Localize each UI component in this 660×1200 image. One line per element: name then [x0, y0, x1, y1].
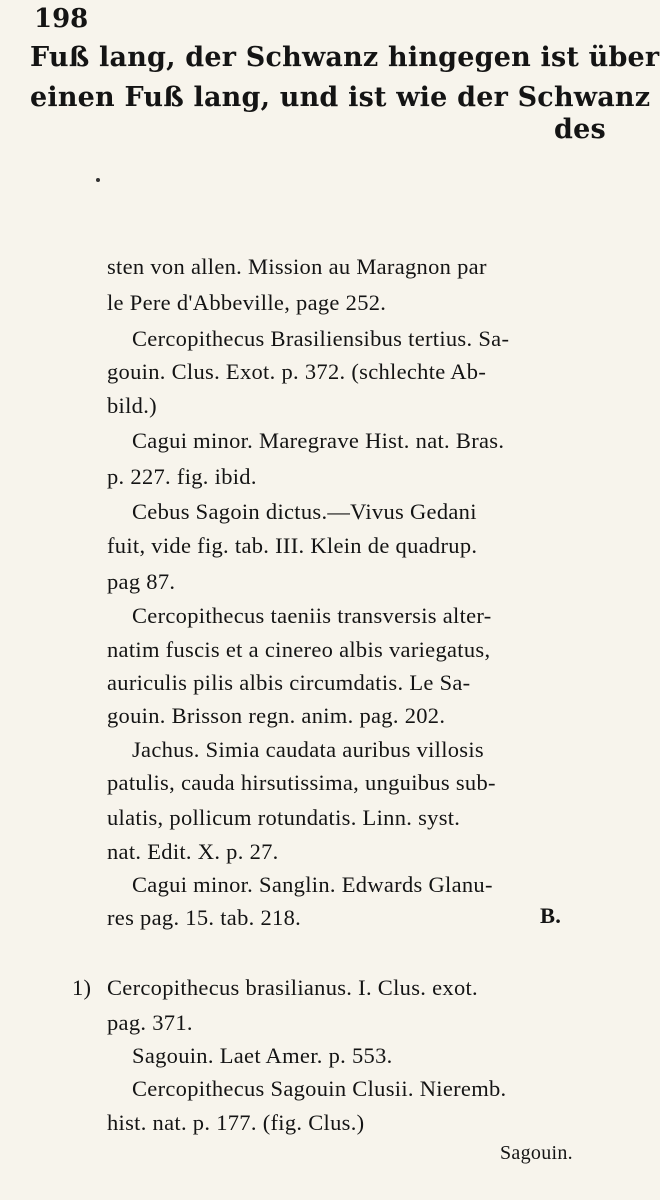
- body-line: Cercopithecus taeniis transversis alter-: [132, 603, 492, 628]
- footnote-line: pag. 371.: [107, 1010, 193, 1035]
- catchword: Sagouin.: [500, 1142, 573, 1164]
- body-line: gouin. Brisson regn. anim. pag. 202.: [107, 703, 446, 728]
- body-line: auriculis pilis albis circumdatis. Le Sa-: [107, 670, 471, 695]
- body-line: le Pere d'Abbeville, page 252.: [107, 290, 387, 315]
- body-line: sten von allen. Mission au Maragnon par: [107, 254, 487, 279]
- footnote-marker: 1): [72, 975, 92, 1000]
- body-line: Cercopithecus Brasiliensibus tertius. Sa-: [132, 326, 510, 351]
- body-line: ulatis, pollicum rotundatis. Linn. syst.: [107, 805, 461, 830]
- header-line-1: Fuß lang, der Schwanz hingegen ist über: [30, 42, 660, 73]
- body-line: nat. Edit. X. p. 27.: [107, 839, 279, 864]
- footnote-line: Cercopithecus Sagouin Clusii. Nieremb.: [132, 1076, 507, 1101]
- body-line: bild.): [107, 393, 157, 418]
- body-line: Cagui minor. Sanglin. Edwards Glanu-: [132, 872, 493, 897]
- signature-mark: B.: [540, 903, 562, 928]
- footnote-line: hist. nat. p. 177. (fig. Clus.): [107, 1110, 365, 1135]
- body-line: patulis, cauda hirsutissima, unguibus sub-: [107, 770, 496, 795]
- header-line-2: einen Fuß lang, und ist wie der Schwanz: [30, 82, 651, 113]
- body-line: fuit, vide fig. tab. III. Klein de quadrup.: [107, 533, 478, 558]
- body-line: natim fuscis et a cinereo albis variegatus,: [107, 637, 491, 662]
- body-line: Cagui minor. Maregrave Hist. nat. Bras.: [132, 428, 505, 453]
- page-number: 198: [34, 4, 89, 34]
- body-line: gouin. Clus. Exot. p. 372. (schlechte Ab-: [107, 359, 487, 384]
- body-line: pag 87.: [107, 569, 176, 594]
- header-line-3: des: [554, 114, 606, 145]
- body-line: p. 227. fig. ibid.: [107, 464, 257, 489]
- body-line: Jachus. Simia caudata auribus villosis: [132, 737, 484, 762]
- body-line: Cebus Sagoin dictus.—Vivus Gedani: [132, 499, 477, 524]
- body-line: res pag. 15. tab. 218.: [107, 905, 302, 930]
- footnote-line: Cercopithecus brasilianus. I. Clus. exot.: [107, 975, 478, 1000]
- footnote-line: Sagouin. Laet Amer. p. 553.: [132, 1043, 393, 1068]
- ink-speck: [96, 178, 100, 182]
